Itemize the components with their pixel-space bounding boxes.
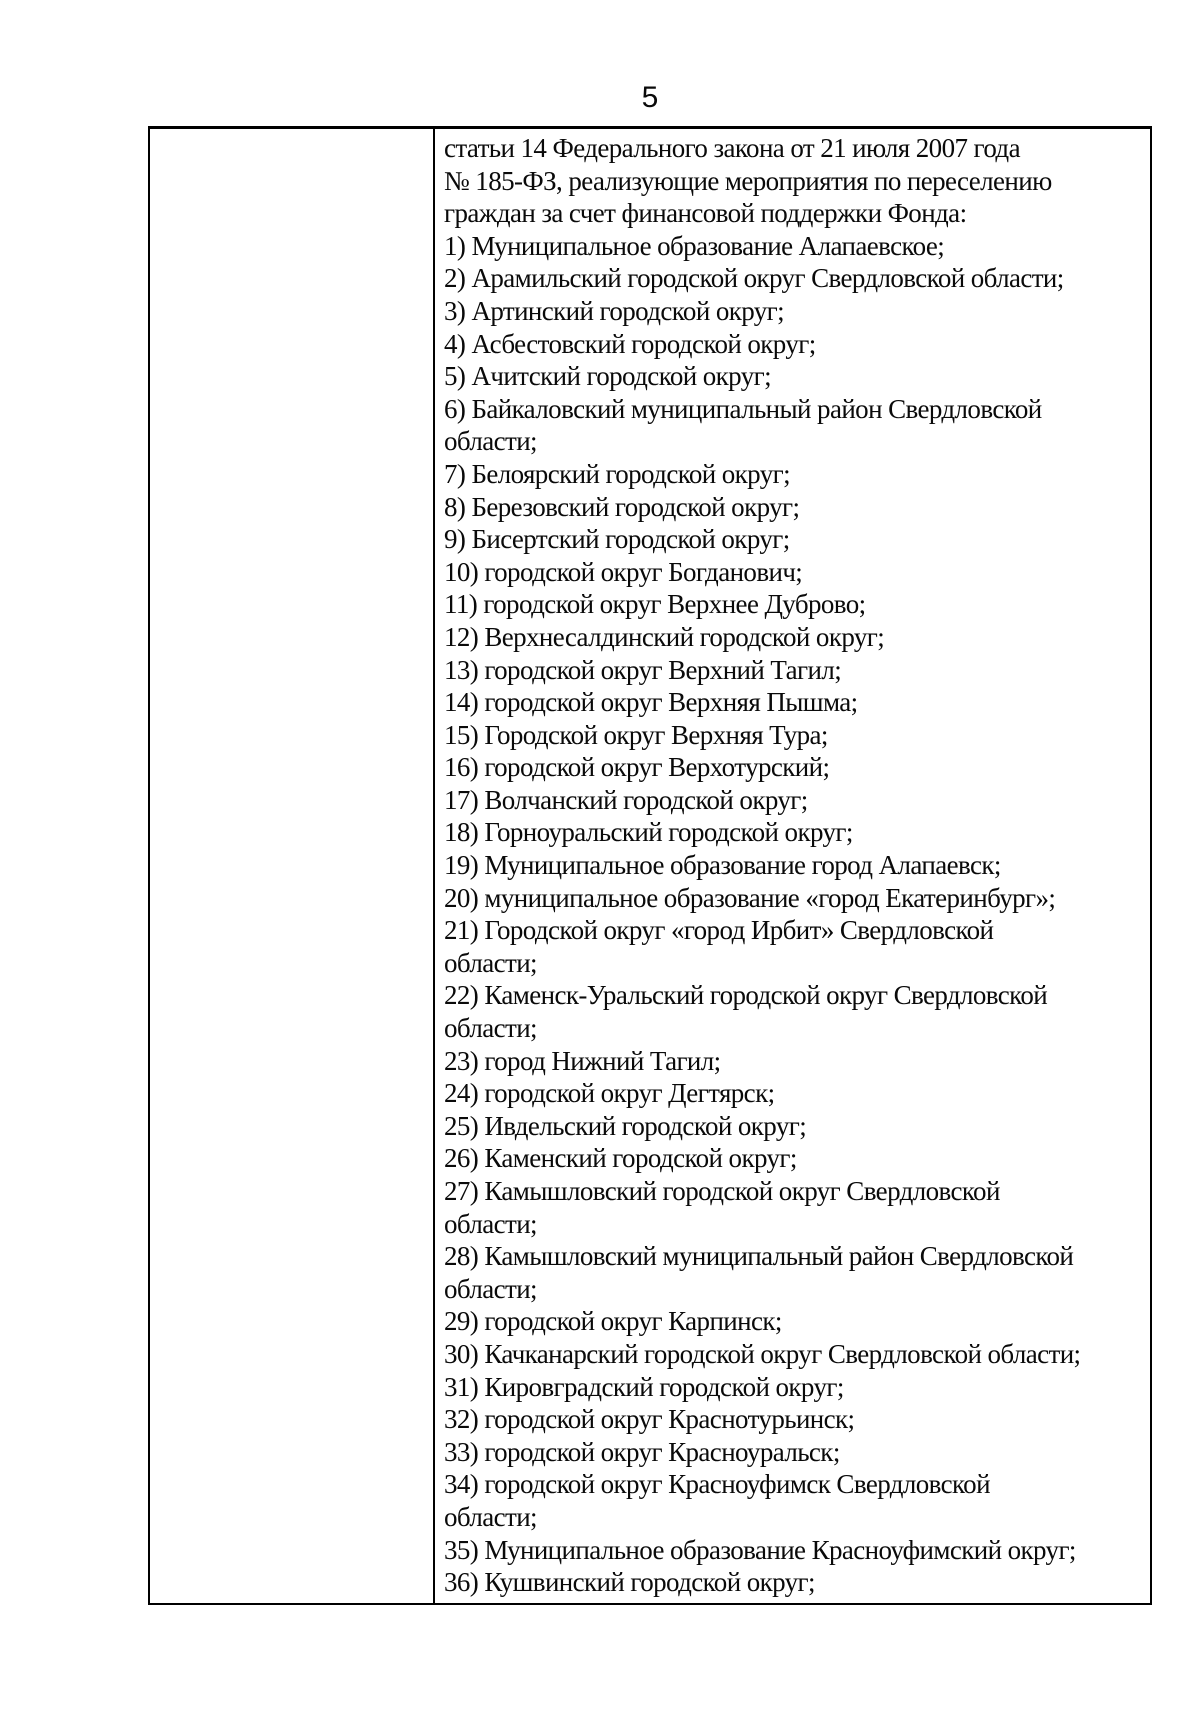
text-line: 29) городской округ Карпинск; (444, 1306, 782, 1337)
text-line: 28) Камышловский муниципальный район Свердловской (444, 1241, 1074, 1272)
text-line: 8) Березовский городской округ; (444, 491, 800, 522)
text-line: 3) Артинский городской округ; (444, 295, 785, 326)
text-line: 17) Волчанский городской округ; (444, 784, 808, 815)
text-line: области; (444, 947, 537, 978)
text-line: 12) Верхнесалдинский городской округ; (444, 621, 885, 652)
text-line: 26) Каменский городской округ; (444, 1143, 797, 1174)
text-line: 6) Байкаловский муниципальный район Свердловской (444, 393, 1042, 424)
text-line: 2) Арамильский городской округ Свердловской области; (444, 263, 1064, 294)
text-line: области; (444, 1273, 537, 1304)
text-line: 9) Бисертский городской округ; (444, 524, 790, 555)
text-line: области; (444, 1208, 537, 1239)
text-line: 23) город Нижний Тагил; (444, 1045, 721, 1076)
text-line: 22) Каменск-Уральский городской округ Свердловской (444, 980, 1048, 1011)
text-line: 25) Ивдельский городской округ; (444, 1110, 807, 1141)
text-line: 35) Муниципальное образование Красноуфимский округ; (444, 1534, 1076, 1565)
text-line: 11) городской округ Верхнее Дуброво; (444, 589, 866, 620)
text-line: 20) муниципальное образование «город Екатеринбург»; (444, 882, 1056, 913)
text-line: 31) Кировградский городской округ; (444, 1371, 844, 1402)
text-line: 18) Горноуральский городской округ; (444, 817, 853, 848)
text-line: 13) городской округ Верхний Тагил; (444, 654, 842, 685)
text-line: 1) Муниципальное образование Алапаевское; (444, 230, 945, 261)
text-line: 36) Кушвинский городской округ; (444, 1567, 815, 1598)
text-line: 15) Городской округ Верхняя Тура; (444, 719, 828, 750)
text-line: области; (444, 426, 537, 457)
text-line: 4) Асбестовский городской округ; (444, 328, 816, 359)
text-line: 19) Муниципальное образование город Алапаевск; (444, 850, 1001, 881)
document-table (148, 126, 1152, 1605)
text-line: 21) Городской округ «город Ирбит» Свердловской (444, 915, 994, 946)
text-line: 33) городской округ Красноуральск; (444, 1436, 840, 1467)
text-line: 34) городской округ Красноуфимск Свердловской (444, 1469, 990, 1500)
text-line: № 185-ФЗ, реализующие мероприятия по переселению (444, 165, 1052, 196)
text-line: области; (444, 1013, 537, 1044)
text-line: 10) городской округ Богданович; (444, 556, 803, 587)
text-line: 32) городской округ Краснотурьинск; (444, 1404, 855, 1435)
text-line: граждан за счет финансовой поддержки Фонда: (444, 198, 967, 229)
text-line: 16) городской округ Верхотурский; (444, 752, 830, 783)
text-line: области; (444, 1501, 537, 1532)
text-line: статьи 14 Федерального закона от 21 июля 2007 года (444, 133, 1020, 163)
text-line: 30) Качканарский городской округ Свердловской области; (444, 1338, 1081, 1369)
text-line: 27) Камышловский городской округ Свердловской (444, 1176, 1000, 1206)
text-line: 5) Ачитский городской округ; (444, 361, 771, 392)
page-number: 5 (641, 81, 659, 114)
table-cell-right (435, 129, 1150, 1603)
table-cell-left (150, 129, 435, 1603)
text-line: 24) городской округ Дегтярск; (444, 1078, 775, 1109)
text-line: 14) городской округ Верхняя Пышма; (444, 687, 858, 718)
text-line: 7) Белоярский городской округ; (444, 458, 790, 489)
